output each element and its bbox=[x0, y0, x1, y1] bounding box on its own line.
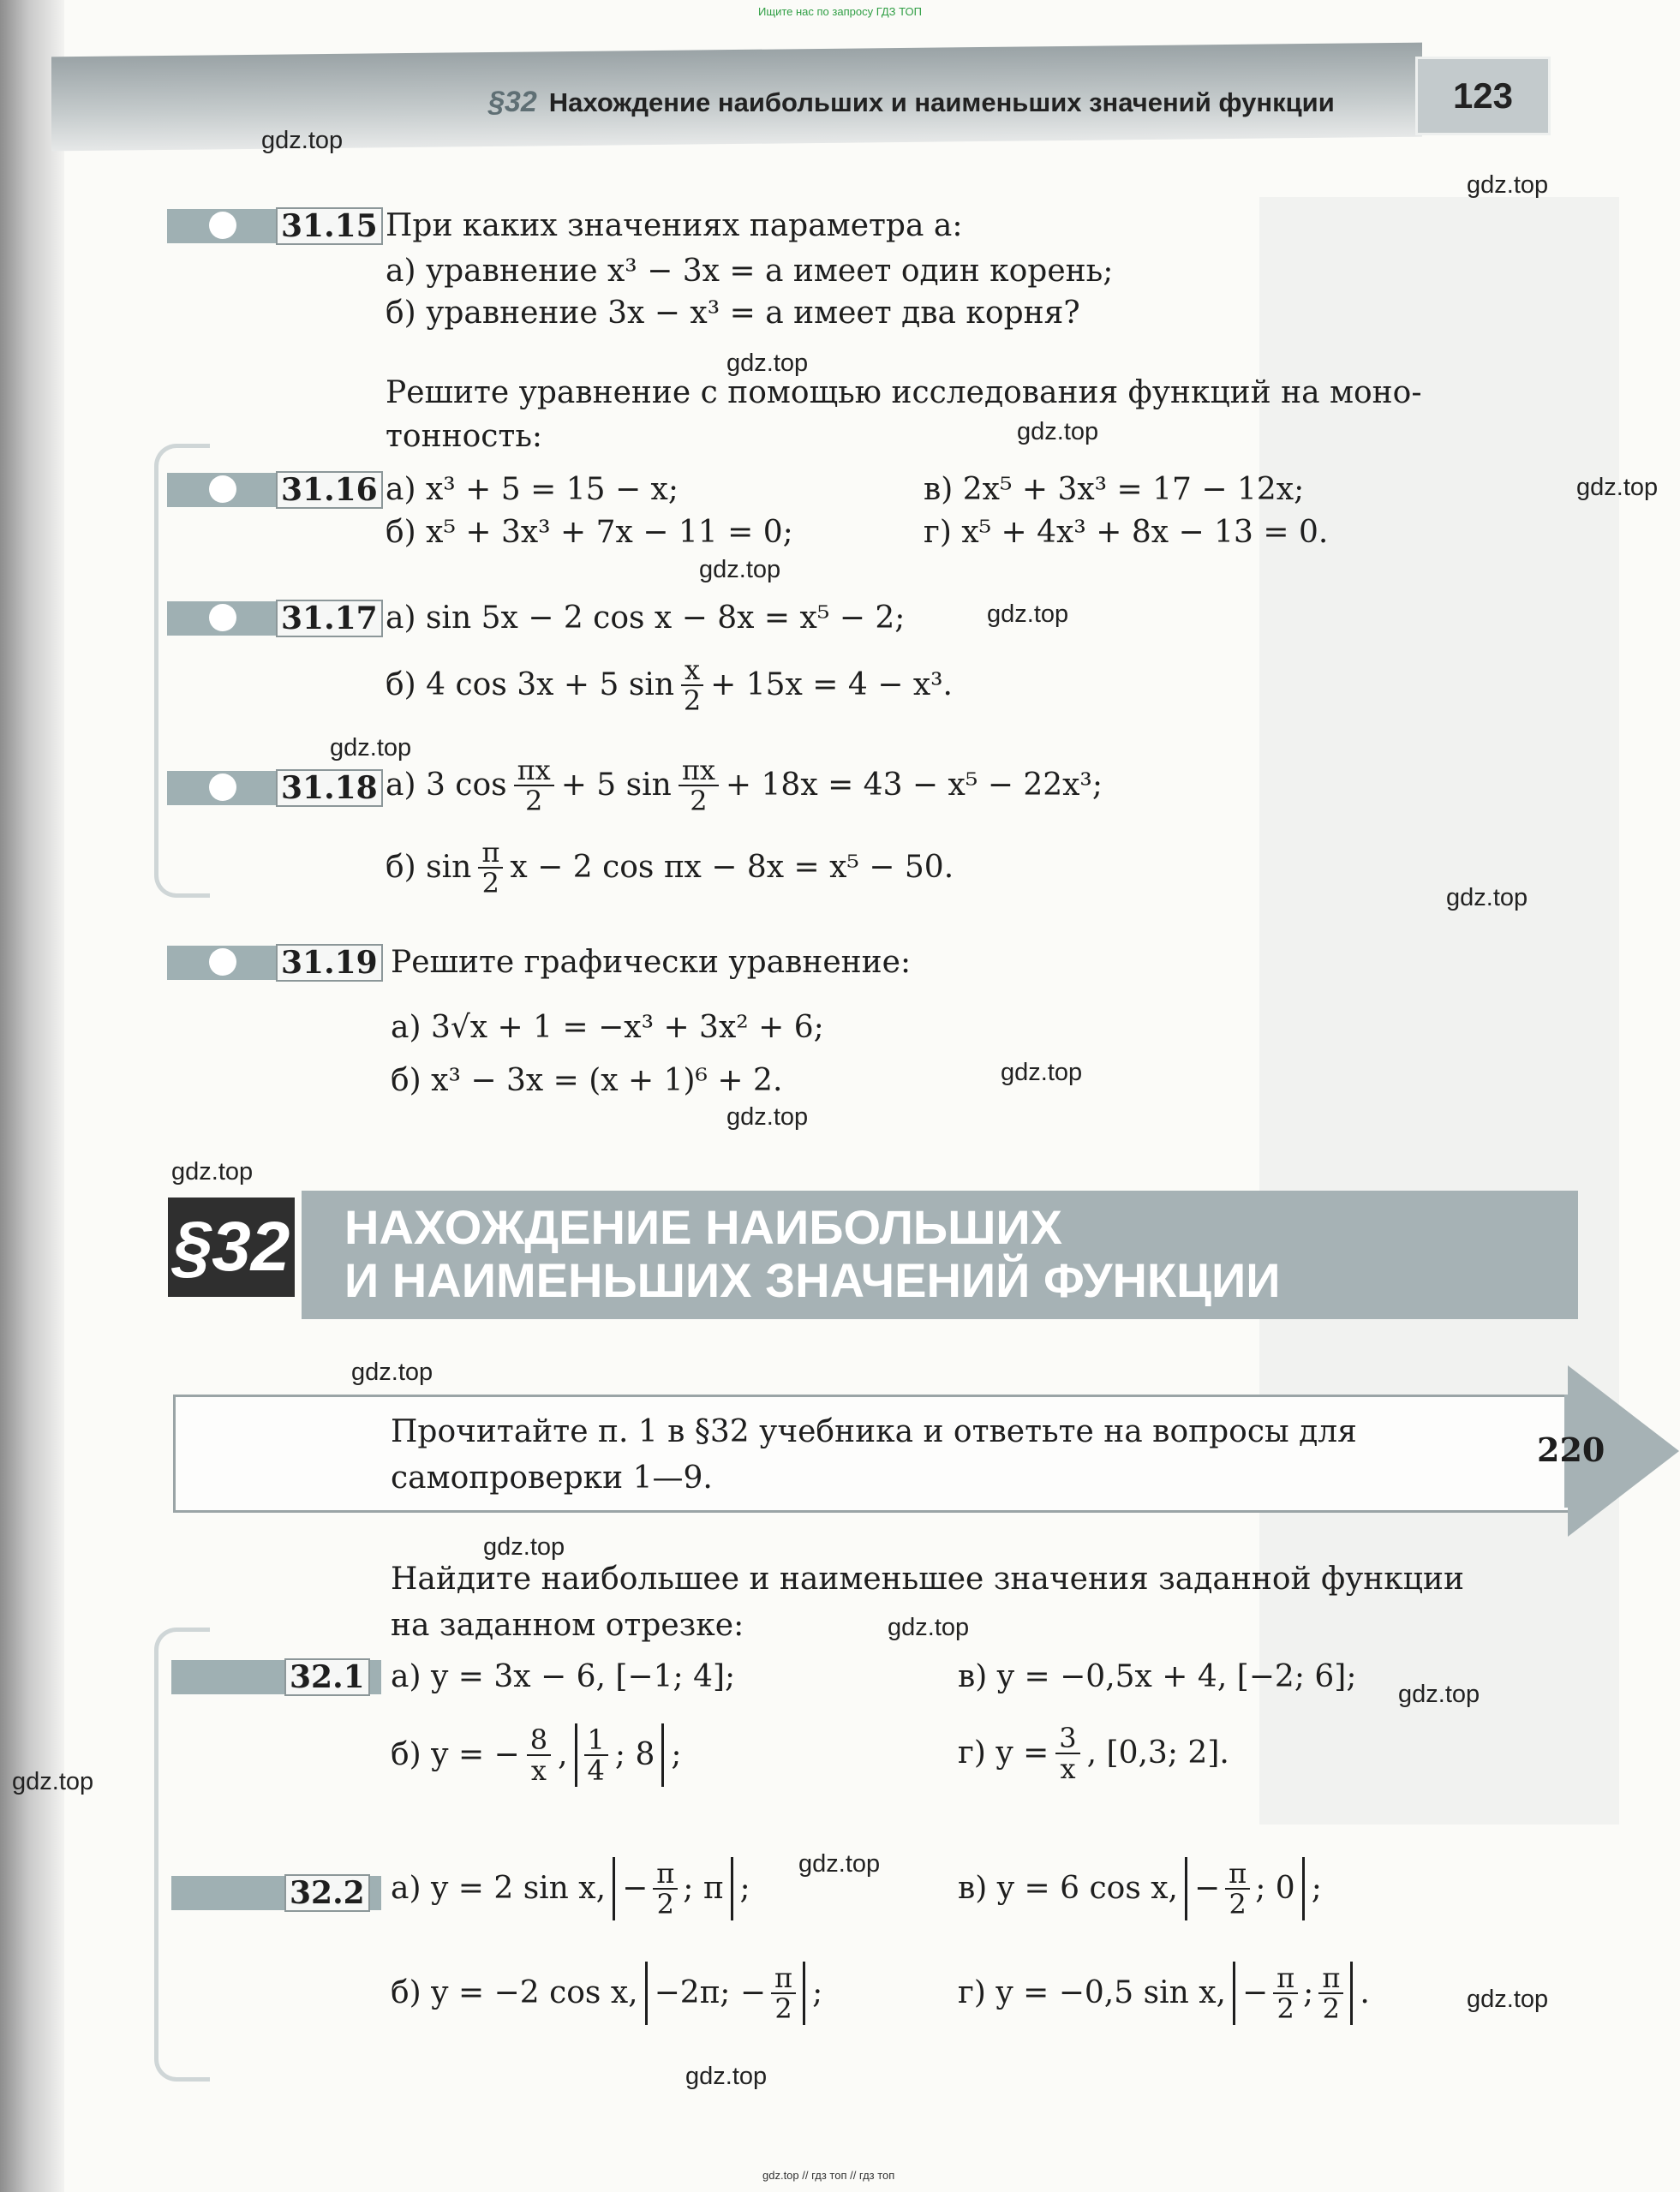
watermark: gdz.top bbox=[726, 1103, 809, 1131]
formula-part: x − 2 cos πx − 8x = x⁵ − 50. bbox=[510, 850, 954, 885]
formula-part: ; bbox=[739, 1871, 750, 1906]
fraction bbox=[1055, 1723, 1079, 1783]
formula-part: ; bbox=[671, 1737, 682, 1772]
watermark: gdz.top bbox=[1576, 474, 1659, 501]
section-title-line: НАХОЖДЕНИЕ НАИБОЛЬШИХ bbox=[344, 1200, 1063, 1254]
watermark: gdz.top bbox=[1446, 884, 1528, 911]
task-item bbox=[958, 1962, 1370, 2025]
fraction-denominator: 4 bbox=[587, 1754, 605, 1787]
watermark: gdz.top bbox=[798, 1850, 881, 1878]
paragraph-text: Решите уравнение с помощью исследования функций на моно- bbox=[386, 375, 1422, 410]
formula-part: ; bbox=[1303, 1975, 1314, 2010]
fraction-numerator: π bbox=[1318, 1963, 1343, 1994]
difficulty-dot-icon bbox=[209, 773, 236, 801]
task-item bbox=[958, 1723, 1229, 1783]
watermark: gdz.top bbox=[987, 600, 1069, 628]
task-number: 31.15 bbox=[276, 207, 383, 245]
watermark: gdz.top bbox=[261, 127, 344, 154]
watermark: gdz.top bbox=[888, 1614, 970, 1641]
fraction bbox=[514, 756, 554, 815]
task-number: 31.19 bbox=[276, 944, 383, 982]
fraction-denominator: 2 bbox=[524, 785, 543, 817]
paragraph-text: тонность: bbox=[386, 419, 543, 454]
formula-part: + 15x = 4 − x³. bbox=[710, 667, 953, 702]
header-section-mark: §32 bbox=[488, 86, 537, 118]
watermark: gdz.top bbox=[1001, 1059, 1083, 1086]
fraction-numerator: πx bbox=[514, 756, 554, 786]
task-item: б) x⁵ + 3x³ + 7x − 11 = 0; bbox=[386, 515, 793, 550]
task-item bbox=[386, 655, 953, 715]
header-title: Нахождение наибольших и наименьших значений функции bbox=[548, 87, 1335, 117]
fraction-denominator: 2 bbox=[690, 785, 708, 817]
formula-part: −2π; − bbox=[654, 1975, 767, 2010]
book-spine-shadow bbox=[0, 0, 64, 2192]
fraction-denominator: 2 bbox=[774, 1992, 792, 2025]
fraction bbox=[527, 1725, 551, 1785]
fraction-numerator: πx bbox=[679, 756, 719, 786]
section-mark-box: §32 bbox=[168, 1198, 295, 1297]
fraction-denominator: x bbox=[1060, 1753, 1076, 1785]
interval bbox=[575, 1723, 665, 1787]
fraction-denominator: 2 bbox=[683, 684, 702, 717]
formula-part: а) y = 2 sin x, bbox=[391, 1871, 607, 1906]
fraction-numerator: π bbox=[653, 1859, 678, 1890]
fraction-denominator: 2 bbox=[481, 867, 500, 899]
watermark: gdz.top bbox=[351, 1359, 433, 1386]
fraction bbox=[771, 1963, 796, 2023]
section-title-line: И НАИМЕНЬШИХ ЗНАЧЕНИЙ ФУНКЦИИ bbox=[344, 1253, 1281, 1307]
formula-part: ; π bbox=[683, 1871, 724, 1906]
interval bbox=[1233, 1962, 1353, 2025]
task-item bbox=[391, 1857, 750, 1920]
formula-part: г) y = −0,5 sin x, bbox=[958, 1975, 1226, 2010]
fraction bbox=[1273, 1963, 1298, 2023]
formula-part: − bbox=[1194, 1871, 1221, 1906]
textbook-page-number[interactable]: 220 bbox=[1537, 1430, 1605, 1469]
task-item bbox=[391, 1962, 822, 2025]
task-item bbox=[386, 838, 954, 898]
formula-part: б) y = − bbox=[391, 1737, 520, 1772]
watermark: gdz.top bbox=[330, 734, 412, 762]
difficulty-dot-icon bbox=[209, 604, 236, 631]
textbook-reference-box bbox=[173, 1395, 1575, 1513]
fraction bbox=[681, 655, 703, 715]
watermark: gdz.top bbox=[483, 1533, 565, 1561]
fraction-numerator: π bbox=[771, 1963, 796, 1994]
watermark: gdz.top bbox=[1017, 418, 1099, 445]
group-bracket bbox=[154, 1628, 210, 2082]
fraction bbox=[653, 1859, 678, 1919]
fraction-denominator: x bbox=[530, 1754, 547, 1787]
task-item: в) y = −0,5x + 4, [−2; 6]; bbox=[958, 1659, 1357, 1694]
interval bbox=[1185, 1857, 1305, 1920]
watermark: gdz.top bbox=[685, 2063, 768, 2090]
task-item: а) sin 5x − 2 cos x − 8x = x⁵ − 2; bbox=[386, 600, 906, 636]
group-bracket bbox=[154, 444, 210, 898]
task-number: 31.18 bbox=[276, 769, 383, 807]
formula-part: + 5 sin bbox=[560, 767, 672, 803]
fraction-denominator: 2 bbox=[656, 1888, 674, 1920]
task-text: При каких значениях параметра a: bbox=[386, 208, 963, 243]
interval bbox=[613, 1857, 732, 1920]
reference-text: самопроверки 1—9. bbox=[391, 1460, 713, 1496]
task-item: б) x³ − 3x = (x + 1)⁶ + 2. bbox=[391, 1063, 783, 1098]
section-title-band bbox=[302, 1191, 1578, 1319]
formula-part: − bbox=[622, 1871, 649, 1906]
fraction-denominator: 2 bbox=[1322, 1992, 1340, 2025]
fraction bbox=[1225, 1859, 1250, 1919]
formula-part: ; bbox=[1311, 1871, 1322, 1906]
difficulty-dot-icon bbox=[209, 212, 236, 239]
formula-part: , [0,3; 2]. bbox=[1086, 1735, 1229, 1771]
task-number: 32.2 bbox=[284, 1874, 370, 1912]
reference-text: Прочитайте п. 1 в §32 учебника и ответьте на вопросы для bbox=[391, 1414, 1357, 1449]
formula-part: а) 3 cos bbox=[386, 767, 507, 803]
difficulty-dot-icon bbox=[209, 475, 236, 503]
task-item: а) 3√x + 1 = −x³ + 3x² + 6; bbox=[391, 1010, 824, 1045]
formula-part: б) y = −2 cos x, bbox=[391, 1975, 638, 2010]
task-text: Решите графически уравнение: bbox=[391, 945, 912, 980]
task-item bbox=[386, 756, 1103, 815]
running-header bbox=[488, 86, 1335, 119]
fraction-numerator: π bbox=[1225, 1859, 1250, 1890]
task-number: 31.17 bbox=[276, 600, 383, 637]
fraction-numerator: 8 bbox=[527, 1725, 551, 1756]
watermark: gdz.top bbox=[1467, 1986, 1549, 2013]
fraction bbox=[679, 756, 719, 815]
fraction-numerator: x bbox=[681, 655, 703, 686]
formula-part: б) 4 cos 3x + 5 sin bbox=[386, 667, 675, 702]
formula-part: ; 0 bbox=[1255, 1871, 1295, 1906]
task-item bbox=[958, 1857, 1322, 1920]
page-number: 123 bbox=[1415, 57, 1551, 135]
interval bbox=[645, 1962, 806, 2025]
fraction bbox=[478, 838, 503, 898]
formula-part: г) y = bbox=[958, 1735, 1049, 1771]
formula-part: , bbox=[558, 1737, 568, 1772]
footer-watermark: gdz.top // гдз топ // гдз топ bbox=[762, 2169, 895, 2182]
fraction-numerator: 3 bbox=[1055, 1723, 1079, 1754]
formula-part: б) sin bbox=[386, 850, 472, 885]
paragraph-text: Найдите наибольшее и наименьшее значения заданной функции bbox=[391, 1562, 1464, 1597]
fraction-numerator: π bbox=[1273, 1963, 1298, 1994]
fraction bbox=[584, 1725, 608, 1785]
formula-part: − bbox=[1241, 1975, 1269, 2010]
paragraph-text: на заданном отрезке: bbox=[391, 1608, 744, 1643]
fraction-denominator: 2 bbox=[1229, 1888, 1247, 1920]
task-number: 31.16 bbox=[276, 471, 383, 509]
watermark: gdz.top bbox=[1467, 171, 1549, 199]
fraction-numerator: π bbox=[478, 838, 503, 869]
watermark: gdz.top bbox=[12, 1768, 94, 1795]
fraction-numerator: 1 bbox=[584, 1725, 608, 1756]
task-item: а) y = 3x − 6, [−1; 4]; bbox=[391, 1659, 736, 1694]
fraction-denominator: 2 bbox=[1276, 1992, 1294, 2025]
difficulty-dot-icon bbox=[209, 948, 236, 976]
task-number: 32.1 bbox=[284, 1658, 370, 1696]
task-item bbox=[391, 1723, 682, 1787]
task-item: а) x³ + 5 = 15 − x; bbox=[386, 472, 679, 507]
formula-part: . bbox=[1360, 1975, 1370, 2010]
watermark: gdz.top bbox=[1398, 1681, 1480, 1708]
task-item: б) уравнение 3x − x³ = a имеет два корня? bbox=[386, 296, 1080, 331]
watermark: gdz.top bbox=[726, 349, 809, 377]
fraction bbox=[1318, 1963, 1343, 2023]
top-banner: Ищите нас по запросу ГДЗ ТОП bbox=[758, 5, 922, 18]
watermark: gdz.top bbox=[171, 1158, 254, 1186]
watermark: gdz.top bbox=[699, 556, 781, 583]
task-item: г) x⁵ + 4x³ + 8x − 13 = 0. bbox=[924, 515, 1329, 550]
formula-part: в) y = 6 cos x, bbox=[958, 1871, 1178, 1906]
formula-part: ; 8 bbox=[614, 1737, 655, 1772]
formula-part: + 18x = 43 − x⁵ − 22x³; bbox=[725, 767, 1103, 803]
formula-part: ; bbox=[812, 1975, 823, 2010]
task-item: в) 2x⁵ + 3x³ = 17 − 12x; bbox=[924, 472, 1305, 507]
task-item: а) уравнение x³ − 3x = a имеет один корень; bbox=[386, 254, 1114, 289]
